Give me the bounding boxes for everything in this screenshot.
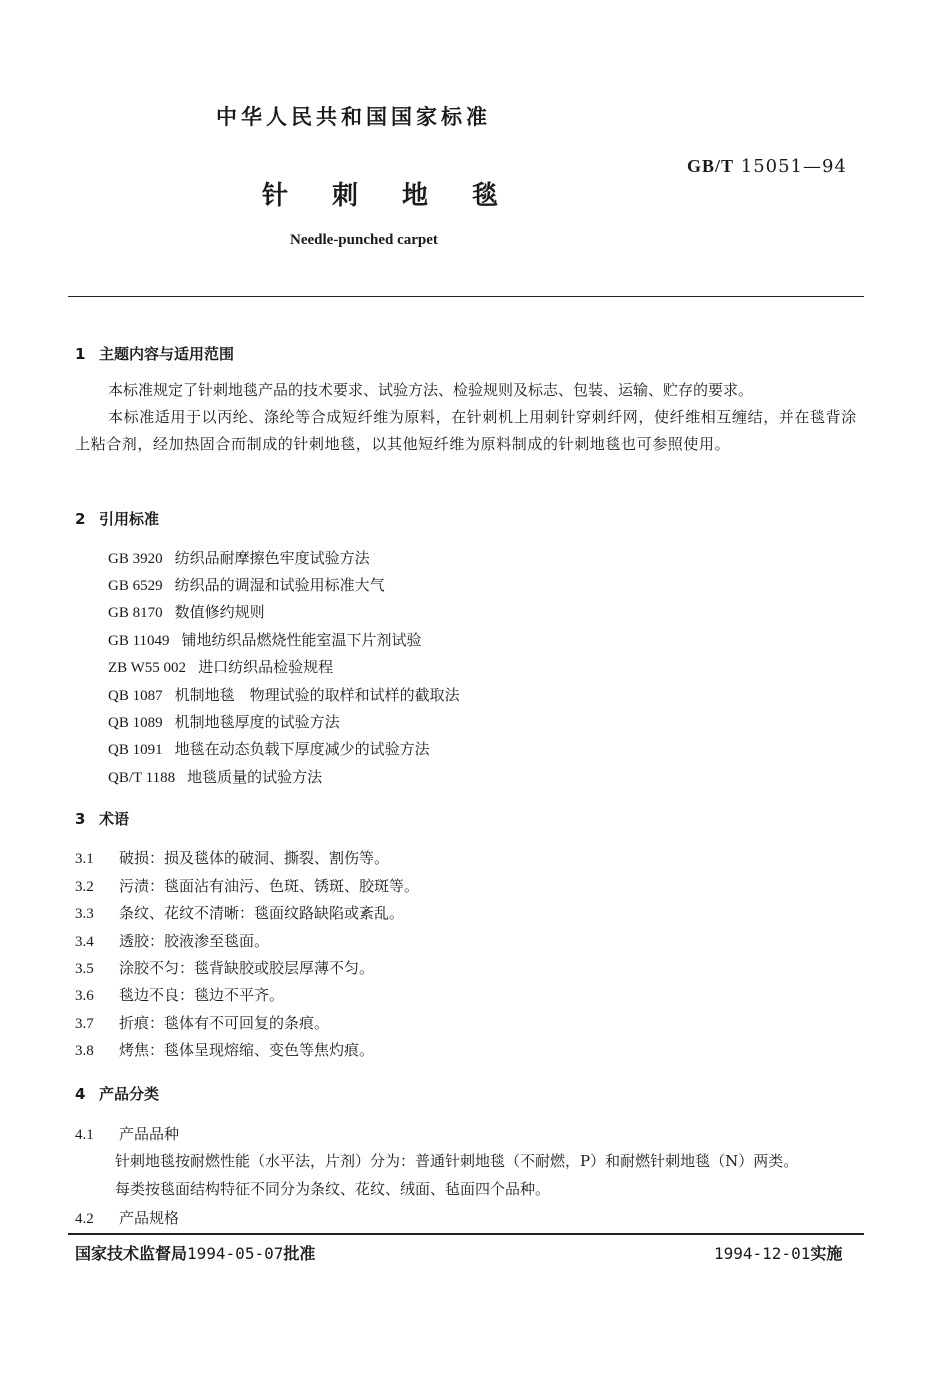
term-number: 3.2	[75, 879, 94, 895]
term-item	[75, 875, 419, 896]
standard-code: 15051—94	[740, 156, 847, 177]
subsection-4-1-heading	[75, 1123, 179, 1144]
term-number: 3.5	[75, 961, 94, 977]
standard-prefix: GB/T	[687, 156, 735, 176]
reference-name: 进口纺织品检验规程	[198, 658, 334, 676]
reference-item	[108, 766, 322, 787]
implementation-date: 1994-12-01	[714, 1244, 811, 1263]
section-number: 1	[75, 345, 86, 363]
implementation-label: 实施	[810, 1244, 843, 1263]
reference-code: GB 6529	[108, 578, 163, 594]
reference-code: GB 11049	[108, 633, 170, 649]
approval-line	[75, 1241, 315, 1264]
header-divider	[68, 296, 864, 297]
term-item	[75, 930, 269, 951]
section-number: 3	[75, 810, 86, 828]
reference-name: 纺织品的调湿和试验用标准大气	[174, 576, 385, 594]
standard-number	[687, 156, 847, 177]
page-title-english: Needle-punched carpet	[290, 232, 438, 248]
section-4-heading	[75, 1083, 159, 1104]
section-1-heading	[75, 343, 234, 364]
subsection-4-1-paragraph-1: 针刺地毯按耐燃性能（水平法，片剂）分为：普通针刺地毯（不耐燃，P）和耐燃针刺地毯（N）两类。	[115, 1152, 799, 1170]
reference-name: 数值修约规则	[174, 603, 265, 621]
subsection-title: 产品品种	[119, 1125, 180, 1143]
term-text: 涂胶不匀：毯背缺胶或胶层厚薄不匀。	[119, 959, 375, 977]
reference-code: ZB W55 002	[108, 660, 187, 676]
section-title: 术语	[99, 810, 130, 828]
term-number: 3.6	[75, 988, 94, 1004]
term-number: 3.1	[75, 851, 94, 867]
subsection-title: 产品规格	[119, 1209, 180, 1227]
reference-name: 地毯在动态负载下厚度减少的试验方法	[174, 740, 430, 758]
reference-code: QB/T 1188	[108, 770, 176, 786]
reference-item	[108, 547, 370, 568]
reference-item	[108, 629, 422, 650]
section-1-paragraph-2: 本标准适用于以丙纶、涤纶等合成短纤维为原料，在针刺机上用刺针穿刺纤网，使纤维相互缠结，并在毯背涂上粘合剂，经加热固合而制成的针刺地毯，以其他短纤维为原料制成的针刺地毯也可参照使用。	[75, 408, 857, 453]
page-title: 针刺地毯	[262, 181, 543, 211]
section-number: 4	[75, 1085, 86, 1103]
section-title: 主题内容与适用范围	[99, 345, 235, 363]
reference-code: GB 3920	[108, 551, 163, 567]
reference-item	[108, 711, 340, 732]
section-title: 产品分类	[99, 1085, 160, 1103]
subsection-4-2-heading	[75, 1207, 179, 1228]
reference-item	[108, 738, 430, 759]
reference-item	[108, 601, 265, 622]
implementation-line	[714, 1241, 842, 1264]
subsection-4-1-paragraph-2: 每类按毯面结构特征不同分为条纹、花纹、绒面、毡面四个品种。	[115, 1180, 551, 1198]
footer-divider	[68, 1233, 864, 1235]
term-text: 折痕：毯体有不可回复的条痕。	[119, 1014, 330, 1032]
section-number: 2	[75, 510, 86, 528]
reference-code: QB 1091	[108, 742, 163, 758]
term-item	[75, 957, 374, 978]
issuing-body-heading: 中华人民共和国国家标准	[216, 105, 491, 129]
term-number: 3.7	[75, 1016, 94, 1032]
term-item	[75, 1012, 329, 1033]
reference-name: 铺地纺织品燃烧性能室温下片剂试验	[181, 631, 422, 649]
approval-label: 批准	[283, 1244, 316, 1263]
term-number: 3.3	[75, 906, 94, 922]
reference-name: 地毯质量的试验方法	[187, 768, 323, 786]
reference-item	[108, 656, 333, 677]
term-item	[75, 847, 389, 868]
section-title: 引用标准	[99, 510, 160, 528]
reference-code: QB 1087	[108, 688, 163, 704]
section-1-paragraph-1: 本标准规定了针刺地毯产品的技术要求、试验方法、检验规则及标志、包装、运输、贮存的要求。	[108, 381, 754, 399]
term-item	[75, 984, 284, 1005]
term-text: 毯边不良：毯边不平齐。	[119, 986, 285, 1004]
approval-date: 1994-05-07	[187, 1244, 284, 1263]
reference-name: 机制地毯 物理试验的取样和试样的截取法	[174, 686, 460, 704]
reference-item	[108, 684, 460, 705]
reference-name: 机制地毯厚度的试验方法	[174, 713, 340, 731]
term-text: 透胶：胶液渗至毯面。	[119, 932, 270, 950]
term-item	[75, 1039, 374, 1060]
subsection-number: 4.1	[75, 1127, 94, 1143]
section-3-heading	[75, 808, 129, 829]
approval-org: 国家技术监督局	[75, 1244, 188, 1263]
term-item	[75, 902, 404, 923]
term-text: 污渍：毯面沾有油污、色斑、锈斑、胶斑等。	[119, 877, 420, 895]
subsection-number: 4.2	[75, 1211, 94, 1227]
reference-name: 纺织品耐摩擦色牢度试验方法	[174, 549, 370, 567]
section-2-heading	[75, 508, 159, 529]
term-text: 破损：损及毯体的破洞、撕裂、割伤等。	[119, 849, 390, 867]
reference-code: QB 1089	[108, 715, 163, 731]
term-number: 3.8	[75, 1043, 94, 1059]
reference-code: GB 8170	[108, 605, 163, 621]
term-text: 烤焦：毯体呈现熔缩、变色等焦灼痕。	[119, 1041, 375, 1059]
term-text: 条纹、花纹不清晰：毯面纹路缺陷或紊乱。	[119, 904, 405, 922]
term-number: 3.4	[75, 934, 94, 950]
reference-item	[108, 574, 385, 595]
